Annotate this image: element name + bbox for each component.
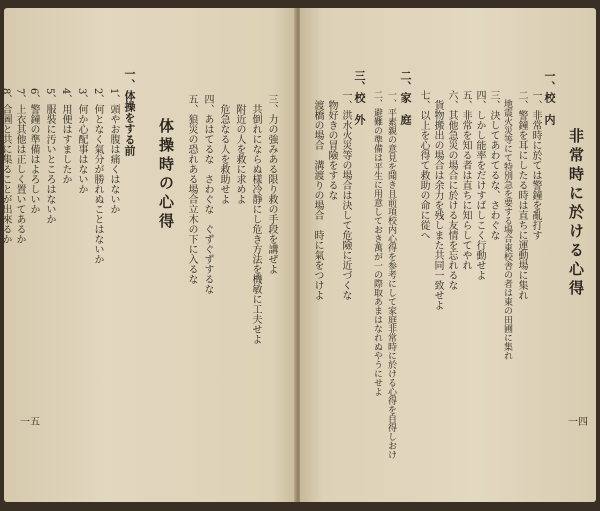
right-page <box>300 8 596 502</box>
page-number: 一四 <box>568 417 588 428</box>
text-line: 地震火災等にて特別急を要する場合東校舎の者は東の田圃に集れ <box>502 90 512 360</box>
text-line: 三、力の強みある限り救の手段を講ぜよ <box>266 94 277 274</box>
page-title: 体操時の心得 <box>157 118 175 232</box>
list-item: 1、頭やお腹は痛くはないか <box>108 88 119 215</box>
page-title: 非常時に於ける心得 <box>567 128 585 299</box>
text-line: 六、其他急災の場合に於ける友情を忘れるな <box>446 90 457 290</box>
list-item: 6、警鐘の準備はよろしいか <box>28 88 39 215</box>
list-item: 2、何となく氣分が勝れぬことはないか <box>92 88 103 265</box>
text-line: 渡橋の場合 溝渡りの場合 時に氣をつけよ <box>312 90 323 300</box>
list-item: 5、服裝に汚いところはないか <box>44 88 55 225</box>
section-heading: 一、校 内 <box>543 70 556 125</box>
list-item: 3、何か心配事はないか <box>76 88 87 195</box>
text-line: 貨物搬出の場合は余力を残しまた共同一致せよ <box>432 90 443 310</box>
text-line: 五、非常を知る者は直ちに知らしてやれ <box>460 90 471 270</box>
list-item: 7、上衣其他は正しく置いてあるか <box>14 88 25 245</box>
text-line: 四、あはてるな さわぐな ぐずぐずするな <box>202 94 213 294</box>
text-line: 七、以上を心得て救助の命に從へ <box>418 90 429 240</box>
section-heading: 一、体操をする前 <box>123 68 136 156</box>
list-item: 8、合圖と共に集ることが出來るか <box>0 88 11 245</box>
text-line: 一、洪水火災等の場合は決して危險に近づくな <box>340 90 351 300</box>
text-line: 二、避難の準備は平生に用意しておき萬が一の際取あまはなれぬやうにせよ <box>372 90 382 396</box>
text-line: 二、警鐘を耳にしたる時は直ちに運動場に集れ <box>516 90 527 300</box>
text-line: 附近の人を救に求めよ <box>234 94 245 204</box>
text-line: 物好きの冒險をするな <box>326 90 337 200</box>
text-line: 五、狼災の恐れある場合立木の下に入るな <box>186 94 197 284</box>
text-line: 一、平素親の意見を聞き且前項校内心得を参考にして家庭非常時に於ける心得を自得しおけ <box>386 90 396 459</box>
text-line: 四、しかし能率をだけすばしこく行動せよ <box>474 90 485 280</box>
text-line: 三、決してあわてるな、さわぐな <box>488 90 499 240</box>
text-line: 一、非常時に於ては警鐘を亂打す <box>530 90 541 240</box>
text-line: 危急なる人を救助せよ <box>218 94 229 204</box>
section-heading: 三、校 外 <box>353 70 366 125</box>
section-heading: 二、家 庭 <box>399 70 412 125</box>
list-item: 4、用便はすましたか <box>60 88 71 185</box>
page-number: 一五 <box>20 417 40 428</box>
text-line: 共倒れにならぬ樣冷靜にし危き方法を機敏に工夫せよ <box>250 94 261 344</box>
left-page <box>0 8 296 502</box>
